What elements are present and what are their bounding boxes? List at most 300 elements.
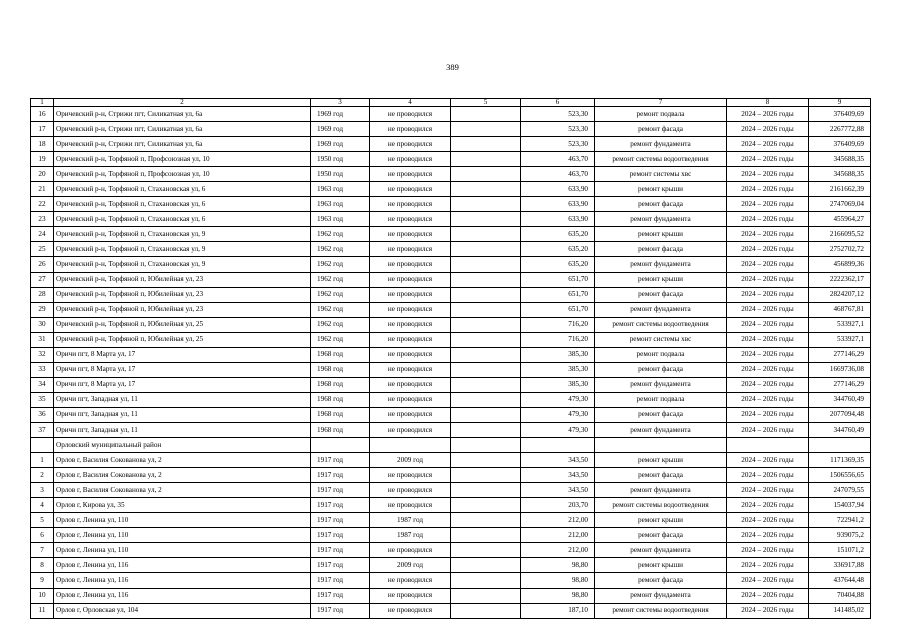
column-5-cell	[451, 483, 521, 498]
column-5-cell	[451, 287, 521, 302]
last-repair-cell: не проводился	[370, 347, 451, 362]
build-year-cell: 1962 год	[311, 227, 370, 242]
table-header-row	[31, 99, 871, 107]
column-5-cell	[451, 362, 521, 377]
last-repair-cell: не проводился	[370, 287, 451, 302]
table-row	[31, 152, 871, 167]
row-number-cell: 18	[31, 137, 54, 152]
row-number-cell: 4	[31, 498, 54, 513]
period-cell: 2024 – 2026 годы	[727, 317, 809, 332]
column-5-cell	[451, 528, 521, 543]
work-type-cell: ремонт системы водоотведения	[595, 498, 727, 513]
build-year-cell: 1962 год	[311, 287, 370, 302]
capital-repair-table	[30, 98, 871, 619]
table-row	[31, 182, 871, 197]
area-cell: 651,70	[521, 287, 595, 302]
column-5-cell	[451, 588, 521, 603]
last-repair-cell: не проводился	[370, 212, 451, 227]
area-cell: 343,50	[521, 453, 595, 468]
address-cell: Орловский муниципальный район	[54, 438, 311, 453]
work-type-cell: ремонт системы водоотведения	[595, 317, 727, 332]
build-year-cell: 1968 год	[311, 422, 370, 437]
work-type-cell: ремонт подвала	[595, 107, 727, 122]
area-cell: 203,70	[521, 498, 595, 513]
row-number-cell: 36	[31, 407, 54, 422]
area-cell: 633,90	[521, 212, 595, 227]
work-type-cell: ремонт фундамента	[595, 483, 727, 498]
last-repair-cell: не проводился	[370, 167, 451, 182]
last-repair-cell: не проводился	[370, 483, 451, 498]
table-row	[31, 498, 871, 513]
cost-cell: 456899,36	[809, 257, 871, 272]
last-repair-cell: не проводился	[370, 227, 451, 242]
address-cell: Оричи пгт, 8 Марта ул, 17	[54, 377, 311, 392]
column-5-cell	[451, 513, 521, 528]
work-type-cell: ремонт фасада	[595, 407, 727, 422]
last-repair-cell: не проводился	[370, 152, 451, 167]
cost-cell: 247079,55	[809, 483, 871, 498]
build-year-cell: 1968 год	[311, 347, 370, 362]
row-number-cell: 26	[31, 257, 54, 272]
address-cell: Оричи пгт, Западная ул, 11	[54, 392, 311, 407]
period-cell: 2024 – 2026 годы	[727, 227, 809, 242]
cost-cell: 277146,29	[809, 377, 871, 392]
last-repair-cell: 2009 год	[370, 558, 451, 573]
table-row	[31, 227, 871, 242]
row-number-cell	[31, 438, 54, 453]
table-row	[31, 528, 871, 543]
cost-cell: 376409,69	[809, 107, 871, 122]
column-5-cell	[451, 407, 521, 422]
column-5-cell	[451, 197, 521, 212]
column-header: 5	[451, 99, 521, 107]
period-cell: 2024 – 2026 годы	[727, 543, 809, 558]
cost-cell: 939075,2	[809, 528, 871, 543]
build-year-cell: 1969 год	[311, 122, 370, 137]
column-5-cell	[451, 347, 521, 362]
period-cell: 2024 – 2026 годы	[727, 483, 809, 498]
build-year-cell: 1962 год	[311, 272, 370, 287]
last-repair-cell: не проводился	[370, 197, 451, 212]
build-year-cell: 1962 год	[311, 302, 370, 317]
last-repair-cell: 1987 год	[370, 528, 451, 543]
row-number-cell: 27	[31, 272, 54, 287]
row-number-cell: 31	[31, 332, 54, 347]
build-year-cell: 1917 год	[311, 573, 370, 588]
column-5-cell	[451, 122, 521, 137]
table-row	[31, 272, 871, 287]
cost-cell: 336917,88	[809, 558, 871, 573]
row-number-cell: 8	[31, 558, 54, 573]
cost-cell: 141485,02	[809, 603, 871, 618]
area-cell: 385,30	[521, 347, 595, 362]
column-5-cell	[451, 182, 521, 197]
period-cell: 2024 – 2026 годы	[727, 107, 809, 122]
area-cell: 633,90	[521, 197, 595, 212]
cost-cell: 533927,1	[809, 317, 871, 332]
table-row	[31, 302, 871, 317]
work-type-cell: ремонт подвала	[595, 347, 727, 362]
period-cell: 2024 – 2026 годы	[727, 302, 809, 317]
row-number-cell: 30	[31, 317, 54, 332]
table-row	[31, 588, 871, 603]
address-cell: Оричевский р-н, Торфяной п, Стахановская ул, 6	[54, 212, 311, 227]
area-cell: 212,00	[521, 543, 595, 558]
table-row	[31, 317, 871, 332]
cost-cell: 1669736,08	[809, 362, 871, 377]
period-cell: 2024 – 2026 годы	[727, 362, 809, 377]
column-5-cell	[451, 468, 521, 483]
area-cell: 479,30	[521, 407, 595, 422]
last-repair-cell: не проводился	[370, 543, 451, 558]
build-year-cell: 1917 год	[311, 543, 370, 558]
build-year-cell: 1969 год	[311, 137, 370, 152]
last-repair-cell: не проводился	[370, 302, 451, 317]
cost-cell: 1506556,65	[809, 468, 871, 483]
cost-cell: 2166095,52	[809, 227, 871, 242]
address-cell: Оричевский р-н, Торфяной п, Стахановская ул, 9	[54, 257, 311, 272]
row-number-cell: 28	[31, 287, 54, 302]
period-cell: 2024 – 2026 годы	[727, 407, 809, 422]
work-type-cell: ремонт фундамента	[595, 377, 727, 392]
build-year-cell: 1968 год	[311, 362, 370, 377]
row-number-cell: 20	[31, 167, 54, 182]
cost-cell: 345688,35	[809, 152, 871, 167]
build-year-cell: 1968 год	[311, 392, 370, 407]
period-cell: 2024 – 2026 годы	[727, 603, 809, 618]
last-repair-cell: не проводился	[370, 317, 451, 332]
row-number-cell: 32	[31, 347, 54, 362]
period-cell: 2024 – 2026 годы	[727, 498, 809, 513]
build-year-cell: 1962 год	[311, 317, 370, 332]
area-cell: 523,30	[521, 137, 595, 152]
column-5-cell	[451, 422, 521, 437]
row-number-cell: 25	[31, 242, 54, 257]
column-5-cell	[451, 453, 521, 468]
table-row	[31, 107, 871, 122]
column-5-cell	[451, 558, 521, 573]
build-year-cell: 1917 год	[311, 483, 370, 498]
column-header: 4	[370, 99, 451, 107]
table-row	[31, 287, 871, 302]
cost-cell: 1171369,35	[809, 453, 871, 468]
address-cell: Орлов г, Кирова ул, 35	[54, 498, 311, 513]
build-year-cell: 1963 год	[311, 182, 370, 197]
address-cell: Оричевский р-н, Торфяной п, Юбилейная ул, 25	[54, 317, 311, 332]
column-5-cell	[451, 107, 521, 122]
table-row	[31, 377, 871, 392]
last-repair-cell: не проводился	[370, 137, 451, 152]
work-type-cell: ремонт системы хвс	[595, 332, 727, 347]
column-header: 3	[311, 99, 370, 107]
work-type-cell: ремонт системы хвс	[595, 167, 727, 182]
build-year-cell: 1962 год	[311, 332, 370, 347]
row-number-cell: 9	[31, 573, 54, 588]
address-cell: Оричи пгт, 8 Марта ул, 17	[54, 362, 311, 377]
row-number-cell: 34	[31, 377, 54, 392]
build-year-cell: 1962 год	[311, 257, 370, 272]
area-cell: 635,20	[521, 242, 595, 257]
area-cell: 98,80	[521, 588, 595, 603]
build-year-cell: 1950 год	[311, 152, 370, 167]
column-5-cell	[451, 377, 521, 392]
area-cell: 633,90	[521, 182, 595, 197]
last-repair-cell: не проводился	[370, 377, 451, 392]
address-cell: Орлов г, Ленина ул, 110	[54, 528, 311, 543]
build-year-cell: 1917 год	[311, 528, 370, 543]
column-5-cell	[451, 257, 521, 272]
work-type-cell: ремонт фасада	[595, 573, 727, 588]
table-row	[31, 242, 871, 257]
last-repair-cell: не проводился	[370, 272, 451, 287]
row-number-cell: 29	[31, 302, 54, 317]
last-repair-cell: не проводился	[370, 573, 451, 588]
address-cell: Оричевский р-н, Торфяной п, Юбилейная ул, 23	[54, 287, 311, 302]
cost-cell: 376409,69	[809, 137, 871, 152]
area-cell: 343,50	[521, 483, 595, 498]
cost-cell: 344760,49	[809, 392, 871, 407]
row-number-cell: 33	[31, 362, 54, 377]
cost-cell: 70404,88	[809, 588, 871, 603]
period-cell: 2024 – 2026 годы	[727, 347, 809, 362]
last-repair-cell: не проводился	[370, 422, 451, 437]
last-repair-cell: не проводился	[370, 257, 451, 272]
table-row	[31, 558, 871, 573]
row-number-cell: 3	[31, 483, 54, 498]
work-type-cell: ремонт фундамента	[595, 212, 727, 227]
work-type-cell: ремонт фасада	[595, 122, 727, 137]
table-row	[31, 332, 871, 347]
row-number-cell: 6	[31, 528, 54, 543]
address-cell: Оричевский р-н, Торфяной п, Юбилейная ул, 23	[54, 272, 311, 287]
build-year-cell: 1917 год	[311, 468, 370, 483]
address-cell: Орлов г, Ленина ул, 116	[54, 588, 311, 603]
row-number-cell: 17	[31, 122, 54, 137]
area-cell: 635,20	[521, 257, 595, 272]
column-header: 1	[31, 99, 54, 107]
work-type-cell: ремонт фасада	[595, 362, 727, 377]
column-5-cell	[451, 242, 521, 257]
last-repair-cell: не проводился	[370, 603, 451, 618]
period-cell: 2024 – 2026 годы	[727, 528, 809, 543]
build-year-cell: 1963 год	[311, 197, 370, 212]
column-5-cell	[451, 392, 521, 407]
area-cell: 463,70	[521, 167, 595, 182]
period-cell: 2024 – 2026 годы	[727, 272, 809, 287]
build-year-cell: 1917 год	[311, 603, 370, 618]
area-cell: 635,20	[521, 227, 595, 242]
build-year-cell: 1917 год	[311, 513, 370, 528]
period-cell: 2024 – 2026 годы	[727, 513, 809, 528]
last-repair-cell: не проводился	[370, 242, 451, 257]
column-header: 8	[727, 99, 809, 107]
cost-cell: 2267772,88	[809, 122, 871, 137]
table-row	[31, 197, 871, 212]
period-cell: 2024 – 2026 годы	[727, 558, 809, 573]
build-year-cell: 1968 год	[311, 377, 370, 392]
cost-cell: 2752702,72	[809, 242, 871, 257]
row-number-cell: 24	[31, 227, 54, 242]
build-year-cell: 1969 год	[311, 107, 370, 122]
cost-cell: 533927,1	[809, 332, 871, 347]
table-row	[31, 407, 871, 422]
table-row	[31, 453, 871, 468]
table-row	[31, 122, 871, 137]
work-type-cell: ремонт фундамента	[595, 257, 727, 272]
area-cell: 479,30	[521, 392, 595, 407]
row-number-cell: 2	[31, 468, 54, 483]
address-cell: Оричевский р-н, Торфяной п, Стахановская ул, 6	[54, 197, 311, 212]
period-cell: 2024 – 2026 годы	[727, 287, 809, 302]
page-number: 389	[446, 62, 459, 72]
work-type-cell: ремонт крыши	[595, 182, 727, 197]
row-number-cell: 21	[31, 182, 54, 197]
last-repair-cell: не проводился	[370, 468, 451, 483]
cost-cell: 345688,35	[809, 167, 871, 182]
cost-cell: 722941,2	[809, 513, 871, 528]
address-cell: Оричи пгт, Западная ул, 11	[54, 422, 311, 437]
table-row	[31, 257, 871, 272]
row-number-cell: 16	[31, 107, 54, 122]
column-5-cell	[451, 543, 521, 558]
period-cell: 2024 – 2026 годы	[727, 137, 809, 152]
area-cell: 716,20	[521, 332, 595, 347]
table-row	[31, 167, 871, 182]
work-type-cell: ремонт фундамента	[595, 543, 727, 558]
column-5-cell	[451, 212, 521, 227]
area-cell: 385,30	[521, 362, 595, 377]
cost-cell: 468767,81	[809, 302, 871, 317]
cost-cell: 2161662,39	[809, 182, 871, 197]
address-cell: Орлов г, Василия Сокованова ул, 2	[54, 468, 311, 483]
last-repair-cell: не проводился	[370, 107, 451, 122]
build-year-cell: 1917 год	[311, 588, 370, 603]
column-5-cell	[451, 603, 521, 618]
period-cell: 2024 – 2026 годы	[727, 182, 809, 197]
address-cell: Оричевский р-н, Торфяной п, Стахановская ул, 9	[54, 242, 311, 257]
table-row	[31, 392, 871, 407]
area-cell: 651,70	[521, 302, 595, 317]
column-header: 2	[54, 99, 311, 107]
table-row	[31, 603, 871, 618]
area-cell: 651,70	[521, 272, 595, 287]
table-row	[31, 137, 871, 152]
work-type-cell: ремонт фундамента	[595, 422, 727, 437]
cost-cell: 437644,48	[809, 573, 871, 588]
period-cell: 2024 – 2026 годы	[727, 197, 809, 212]
address-cell: Оричевский р-н, Торфяной п, Юбилейная ул, 23	[54, 302, 311, 317]
column-5-cell	[451, 438, 521, 453]
cost-cell	[809, 438, 871, 453]
cost-cell: 2747069,04	[809, 197, 871, 212]
address-cell: Оричевский р-н, Торфяной п, Профсоюзная ул, 10	[54, 167, 311, 182]
last-repair-cell: 2009 год	[370, 453, 451, 468]
last-repair-cell: не проводился	[370, 498, 451, 513]
address-cell: Орлов г, Ленина ул, 110	[54, 543, 311, 558]
address-cell: Оричи пгт, Западная ул, 11	[54, 407, 311, 422]
period-cell: 2024 – 2026 годы	[727, 453, 809, 468]
work-type-cell: ремонт системы водоотведения	[595, 603, 727, 618]
row-number-cell: 5	[31, 513, 54, 528]
period-cell: 2024 – 2026 годы	[727, 588, 809, 603]
work-type-cell: ремонт крыши	[595, 227, 727, 242]
last-repair-cell: не проводился	[370, 588, 451, 603]
area-cell: 98,80	[521, 573, 595, 588]
period-cell: 2024 – 2026 годы	[727, 167, 809, 182]
build-year-cell: 1963 год	[311, 212, 370, 227]
table-row	[31, 362, 871, 377]
address-cell: Орлов г, Орловская ул, 104	[54, 603, 311, 618]
build-year-cell	[311, 438, 370, 453]
last-repair-cell: не проводился	[370, 182, 451, 197]
build-year-cell: 1950 год	[311, 167, 370, 182]
build-year-cell: 1917 год	[311, 453, 370, 468]
column-5-cell	[451, 302, 521, 317]
period-cell: 2024 – 2026 годы	[727, 573, 809, 588]
column-5-cell	[451, 317, 521, 332]
build-year-cell: 1968 год	[311, 407, 370, 422]
table-row	[31, 212, 871, 227]
cost-cell: 2824207,12	[809, 287, 871, 302]
row-number-cell: 11	[31, 603, 54, 618]
table-row	[31, 438, 871, 453]
table-row	[31, 347, 871, 362]
area-cell: 523,30	[521, 107, 595, 122]
address-cell: Орлов г, Ленина ул, 116	[54, 573, 311, 588]
address-cell: Орлов г, Василия Сокованова ул, 2	[54, 483, 311, 498]
table-row	[31, 573, 871, 588]
period-cell: 2024 – 2026 годы	[727, 242, 809, 257]
period-cell: 2024 – 2026 годы	[727, 212, 809, 227]
area-cell: 479,30	[521, 422, 595, 437]
work-type-cell: ремонт фасада	[595, 528, 727, 543]
period-cell: 2024 – 2026 годы	[727, 468, 809, 483]
address-cell: Орлов г, Ленина ул, 116	[54, 558, 311, 573]
area-cell: 98,80	[521, 558, 595, 573]
work-type-cell: ремонт фасада	[595, 242, 727, 257]
work-type-cell: ремонт крыши	[595, 272, 727, 287]
address-cell: Оричевский р-н, Торфяной п, Профсоюзная ул, 10	[54, 152, 311, 167]
table-row	[31, 422, 871, 437]
work-type-cell	[595, 438, 727, 453]
period-cell: 2024 – 2026 годы	[727, 122, 809, 137]
cost-cell: 2222362,17	[809, 272, 871, 287]
area-cell: 716,20	[521, 317, 595, 332]
build-year-cell: 1962 год	[311, 242, 370, 257]
period-cell	[727, 438, 809, 453]
address-cell: Оричевский р-н, Стрижи пгт, Силикатная ул, 6а	[54, 107, 311, 122]
area-cell	[521, 438, 595, 453]
last-repair-cell: не проводился	[370, 407, 451, 422]
work-type-cell: ремонт фундамента	[595, 588, 727, 603]
column-5-cell	[451, 332, 521, 347]
row-number-cell: 22	[31, 197, 54, 212]
column-5-cell	[451, 152, 521, 167]
last-repair-cell	[370, 438, 451, 453]
build-year-cell: 1917 год	[311, 558, 370, 573]
work-type-cell: ремонт фундамента	[595, 137, 727, 152]
row-number-cell: 19	[31, 152, 54, 167]
work-type-cell: ремонт крыши	[595, 453, 727, 468]
column-5-cell	[451, 137, 521, 152]
table-row	[31, 483, 871, 498]
column-5-cell	[451, 167, 521, 182]
work-type-cell: ремонт подвала	[595, 392, 727, 407]
area-cell: 385,30	[521, 377, 595, 392]
column-5-cell	[451, 573, 521, 588]
last-repair-cell: не проводился	[370, 332, 451, 347]
work-type-cell: ремонт фасада	[595, 197, 727, 212]
